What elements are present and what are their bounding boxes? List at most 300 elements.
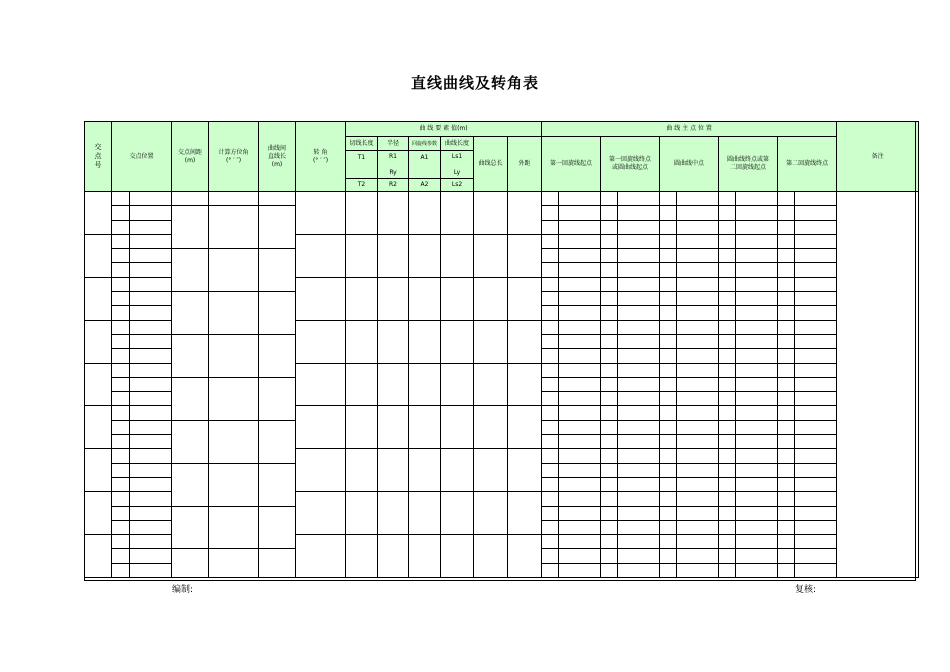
- point-5-label-cell[interactable]: [778, 334, 795, 348]
- point-4-label-cell[interactable]: [719, 549, 736, 563]
- point-2-label-cell[interactable]: [601, 292, 618, 306]
- point-4-value-cell[interactable]: [736, 277, 778, 291]
- jd-position-value-cell[interactable]: [130, 535, 172, 549]
- jd-position-value-cell[interactable]: [130, 277, 172, 291]
- jd-position-label-cell[interactable]: [112, 549, 130, 563]
- jd-position-value-cell[interactable]: [130, 263, 172, 277]
- point-1-value-cell[interactable]: [559, 520, 601, 534]
- point-3-label-cell[interactable]: [660, 392, 677, 406]
- point-4-value-cell[interactable]: [736, 406, 778, 420]
- point-5-label-cell[interactable]: [778, 277, 795, 291]
- point-3-value-cell[interactable]: [677, 306, 719, 320]
- point-1-label-cell[interactable]: [542, 435, 559, 449]
- point-5-value-cell[interactable]: [795, 506, 837, 520]
- point-4-value-cell[interactable]: [736, 220, 778, 234]
- point-1-label-cell[interactable]: [542, 477, 559, 491]
- point-3-value-cell[interactable]: [677, 392, 719, 406]
- turn-angle-cell[interactable]: [296, 320, 346, 363]
- point-5-label-cell[interactable]: [778, 449, 795, 463]
- azimuth-cell[interactable]: [209, 377, 259, 420]
- point-2-value-cell[interactable]: [618, 249, 660, 263]
- jd-position-label-cell[interactable]: [112, 435, 130, 449]
- point-2-value-cell[interactable]: [618, 449, 660, 463]
- point-2-label-cell[interactable]: [601, 220, 618, 234]
- point-1-value-cell[interactable]: [559, 192, 601, 206]
- point-1-label-cell[interactable]: [542, 420, 559, 434]
- point-2-value-cell[interactable]: [618, 506, 660, 520]
- jd-position-label-cell[interactable]: [112, 292, 130, 306]
- point-5-label-cell[interactable]: [778, 349, 795, 363]
- jd-position-value-cell[interactable]: [130, 435, 172, 449]
- point-3-label-cell[interactable]: [660, 234, 677, 248]
- point-2-label-cell[interactable]: [601, 363, 618, 377]
- jd-position-value-cell[interactable]: [130, 349, 172, 363]
- point-3-label-cell[interactable]: [660, 563, 677, 577]
- point-1-label-cell[interactable]: [542, 406, 559, 420]
- point-3-value-cell[interactable]: [677, 563, 719, 577]
- point-3-value-cell[interactable]: [677, 477, 719, 491]
- point-4-value-cell[interactable]: [736, 506, 778, 520]
- point-2-value-cell[interactable]: [618, 334, 660, 348]
- point-1-value-cell[interactable]: [559, 292, 601, 306]
- point-5-value-cell[interactable]: [795, 563, 837, 577]
- jd-position-label-cell[interactable]: [112, 420, 130, 434]
- point-2-value-cell[interactable]: [618, 463, 660, 477]
- point-2-value-cell[interactable]: [618, 549, 660, 563]
- turn-angle-cell[interactable]: [296, 277, 346, 320]
- turn-angle-cell[interactable]: [296, 234, 346, 277]
- external-cell[interactable]: [508, 406, 542, 449]
- point-2-value-cell[interactable]: [618, 349, 660, 363]
- point-2-value-cell[interactable]: [618, 563, 660, 577]
- azimuth-cell[interactable]: [209, 506, 259, 549]
- point-3-value-cell[interactable]: [677, 363, 719, 377]
- point-5-value-cell[interactable]: [795, 535, 837, 549]
- point-5-label-cell[interactable]: [778, 492, 795, 506]
- point-2-value-cell[interactable]: [618, 392, 660, 406]
- point-2-value-cell[interactable]: [618, 535, 660, 549]
- total-length-cell[interactable]: [474, 449, 508, 492]
- tangent-cell[interactable]: [346, 192, 378, 235]
- point-1-label-cell[interactable]: [542, 563, 559, 577]
- point-3-value-cell[interactable]: [677, 249, 719, 263]
- point-1-label-cell[interactable]: [542, 377, 559, 391]
- total-length-cell[interactable]: [474, 492, 508, 535]
- point-4-label-cell[interactable]: [719, 506, 736, 520]
- point-2-label-cell[interactable]: [601, 492, 618, 506]
- point-3-value-cell[interactable]: [677, 234, 719, 248]
- jd-position-label-cell[interactable]: [112, 506, 130, 520]
- point-4-label-cell[interactable]: [719, 320, 736, 334]
- curve-length-cell[interactable]: [441, 192, 474, 235]
- azimuth-cell[interactable]: [209, 549, 259, 578]
- point-4-value-cell[interactable]: [736, 249, 778, 263]
- point-3-value-cell[interactable]: [677, 220, 719, 234]
- point-3-value-cell[interactable]: [677, 320, 719, 334]
- jd-position-label-cell[interactable]: [112, 520, 130, 534]
- point-1-value-cell[interactable]: [559, 463, 601, 477]
- jd-spacing-cell[interactable]: [172, 463, 209, 506]
- jd-spacing-cell[interactable]: [172, 549, 209, 578]
- point-1-value-cell[interactable]: [559, 220, 601, 234]
- spiral-param-cell[interactable]: [409, 277, 441, 320]
- point-4-label-cell[interactable]: [719, 292, 736, 306]
- point-4-value-cell[interactable]: [736, 420, 778, 434]
- external-cell[interactable]: [508, 363, 542, 406]
- point-1-value-cell[interactable]: [559, 477, 601, 491]
- point-4-label-cell[interactable]: [719, 563, 736, 577]
- curve-length-cell[interactable]: [441, 363, 474, 406]
- point-5-value-cell[interactable]: [795, 549, 837, 563]
- radius-cell[interactable]: [378, 449, 409, 492]
- point-1-value-cell[interactable]: [559, 363, 601, 377]
- point-4-label-cell[interactable]: [719, 206, 736, 220]
- jd-position-value-cell[interactable]: [130, 549, 172, 563]
- point-2-value-cell[interactable]: [618, 520, 660, 534]
- jd-position-value-cell[interactable]: [130, 220, 172, 234]
- point-1-value-cell[interactable]: [559, 449, 601, 463]
- point-1-value-cell[interactable]: [559, 249, 601, 263]
- jd-position-label-cell[interactable]: [112, 192, 130, 206]
- tangent-cell[interactable]: [346, 492, 378, 535]
- point-1-value-cell[interactable]: [559, 263, 601, 277]
- external-cell[interactable]: [508, 277, 542, 320]
- point-4-value-cell[interactable]: [736, 449, 778, 463]
- point-2-value-cell[interactable]: [618, 377, 660, 391]
- point-1-label-cell[interactable]: [542, 349, 559, 363]
- point-3-label-cell[interactable]: [660, 220, 677, 234]
- point-3-label-cell[interactable]: [660, 463, 677, 477]
- point-3-label-cell[interactable]: [660, 377, 677, 391]
- point-5-value-cell[interactable]: [795, 349, 837, 363]
- point-4-value-cell[interactable]: [736, 292, 778, 306]
- jd-position-value-cell[interactable]: [130, 234, 172, 248]
- point-1-value-cell[interactable]: [559, 535, 601, 549]
- azimuth-cell[interactable]: [209, 334, 259, 377]
- jd-position-label-cell[interactable]: [112, 492, 130, 506]
- point-3-label-cell[interactable]: [660, 263, 677, 277]
- total-length-cell[interactable]: [474, 406, 508, 449]
- point-5-value-cell[interactable]: [795, 320, 837, 334]
- point-4-label-cell[interactable]: [719, 192, 736, 206]
- jd-position-label-cell[interactable]: [112, 463, 130, 477]
- azimuth-cell[interactable]: [209, 192, 259, 206]
- point-3-value-cell[interactable]: [677, 292, 719, 306]
- point-5-label-cell[interactable]: [778, 249, 795, 263]
- point-1-value-cell[interactable]: [559, 563, 601, 577]
- point-3-label-cell[interactable]: [660, 449, 677, 463]
- point-2-value-cell[interactable]: [618, 435, 660, 449]
- point-3-value-cell[interactable]: [677, 435, 719, 449]
- radius-cell[interactable]: [378, 363, 409, 406]
- point-1-label-cell[interactable]: [542, 549, 559, 563]
- jd-position-label-cell[interactable]: [112, 263, 130, 277]
- point-1-label-cell[interactable]: [542, 220, 559, 234]
- point-2-value-cell[interactable]: [618, 306, 660, 320]
- point-4-value-cell[interactable]: [736, 535, 778, 549]
- point-4-value-cell[interactable]: [736, 192, 778, 206]
- point-2-label-cell[interactable]: [601, 206, 618, 220]
- point-5-value-cell[interactable]: [795, 292, 837, 306]
- turn-angle-cell[interactable]: [296, 406, 346, 449]
- curve-length-cell[interactable]: [441, 449, 474, 492]
- jd-no-cell[interactable]: [85, 535, 112, 578]
- point-1-value-cell[interactable]: [559, 392, 601, 406]
- point-2-value-cell[interactable]: [618, 292, 660, 306]
- jd-no-cell[interactable]: [85, 492, 112, 535]
- point-2-value-cell[interactable]: [618, 206, 660, 220]
- curve-length-cell[interactable]: [441, 535, 474, 578]
- spiral-param-cell[interactable]: [409, 449, 441, 492]
- radius-cell[interactable]: [378, 535, 409, 578]
- point-2-value-cell[interactable]: [618, 420, 660, 434]
- point-5-value-cell[interactable]: [795, 477, 837, 491]
- curve-length-cell[interactable]: [441, 320, 474, 363]
- tangent-cell[interactable]: [346, 535, 378, 578]
- point-4-label-cell[interactable]: [719, 492, 736, 506]
- point-1-value-cell[interactable]: [559, 234, 601, 248]
- point-5-value-cell[interactable]: [795, 492, 837, 506]
- point-2-value-cell[interactable]: [618, 234, 660, 248]
- point-3-value-cell[interactable]: [677, 420, 719, 434]
- point-4-value-cell[interactable]: [736, 392, 778, 406]
- point-4-label-cell[interactable]: [719, 377, 736, 391]
- jd-spacing-cell[interactable]: [172, 377, 209, 420]
- point-2-label-cell[interactable]: [601, 463, 618, 477]
- point-5-value-cell[interactable]: [795, 377, 837, 391]
- point-5-value-cell[interactable]: [795, 334, 837, 348]
- point-3-label-cell[interactable]: [660, 277, 677, 291]
- point-4-label-cell[interactable]: [719, 249, 736, 263]
- point-3-value-cell[interactable]: [677, 277, 719, 291]
- point-1-label-cell[interactable]: [542, 506, 559, 520]
- point-2-label-cell[interactable]: [601, 449, 618, 463]
- tangent-cell[interactable]: [346, 406, 378, 449]
- point-2-value-cell[interactable]: [618, 477, 660, 491]
- straight-length-cell[interactable]: [259, 377, 296, 420]
- point-3-label-cell[interactable]: [660, 320, 677, 334]
- point-2-label-cell[interactable]: [601, 563, 618, 577]
- point-4-label-cell[interactable]: [719, 406, 736, 420]
- point-1-value-cell[interactable]: [559, 277, 601, 291]
- point-2-label-cell[interactable]: [601, 349, 618, 363]
- jd-position-value-cell[interactable]: [130, 420, 172, 434]
- point-4-label-cell[interactable]: [719, 363, 736, 377]
- point-4-label-cell[interactable]: [719, 420, 736, 434]
- point-1-label-cell[interactable]: [542, 320, 559, 334]
- jd-spacing-cell[interactable]: [172, 249, 209, 292]
- point-5-value-cell[interactable]: [795, 249, 837, 263]
- point-1-label-cell[interactable]: [542, 463, 559, 477]
- point-1-label-cell[interactable]: [542, 363, 559, 377]
- jd-position-label-cell[interactable]: [112, 334, 130, 348]
- jd-position-label-cell[interactable]: [112, 349, 130, 363]
- jd-position-label-cell[interactable]: [112, 363, 130, 377]
- point-2-label-cell[interactable]: [601, 334, 618, 348]
- point-5-label-cell[interactable]: [778, 520, 795, 534]
- point-1-label-cell[interactable]: [542, 249, 559, 263]
- point-4-label-cell[interactable]: [719, 520, 736, 534]
- point-4-label-cell[interactable]: [719, 435, 736, 449]
- external-cell[interactable]: [508, 492, 542, 535]
- point-5-label-cell[interactable]: [778, 363, 795, 377]
- point-2-label-cell[interactable]: [601, 234, 618, 248]
- spiral-param-cell[interactable]: [409, 192, 441, 235]
- point-4-label-cell[interactable]: [719, 263, 736, 277]
- straight-length-cell[interactable]: [259, 334, 296, 377]
- point-3-label-cell[interactable]: [660, 349, 677, 363]
- external-cell[interactable]: [508, 449, 542, 492]
- point-2-value-cell[interactable]: [618, 320, 660, 334]
- turn-angle-cell[interactable]: [296, 192, 346, 235]
- point-2-value-cell[interactable]: [618, 263, 660, 277]
- point-3-label-cell[interactable]: [660, 492, 677, 506]
- jd-position-value-cell[interactable]: [130, 406, 172, 420]
- point-5-value-cell[interactable]: [795, 406, 837, 420]
- point-5-label-cell[interactable]: [778, 406, 795, 420]
- point-2-label-cell[interactable]: [601, 477, 618, 491]
- jd-position-value-cell[interactable]: [130, 334, 172, 348]
- point-5-label-cell[interactable]: [778, 392, 795, 406]
- tangent-cell[interactable]: [346, 320, 378, 363]
- point-3-value-cell[interactable]: [677, 349, 719, 363]
- point-5-label-cell[interactable]: [778, 306, 795, 320]
- point-4-label-cell[interactable]: [719, 477, 736, 491]
- curve-length-cell[interactable]: [441, 277, 474, 320]
- point-2-value-cell[interactable]: [618, 363, 660, 377]
- spiral-param-cell[interactable]: [409, 363, 441, 406]
- point-5-label-cell[interactable]: [778, 234, 795, 248]
- point-4-value-cell[interactable]: [736, 363, 778, 377]
- radius-cell[interactable]: [378, 277, 409, 320]
- jd-position-value-cell[interactable]: [130, 206, 172, 220]
- point-5-value-cell[interactable]: [795, 220, 837, 234]
- point-2-value-cell[interactable]: [618, 192, 660, 206]
- point-5-label-cell[interactable]: [778, 192, 795, 206]
- point-1-label-cell[interactable]: [542, 192, 559, 206]
- jd-position-value-cell[interactable]: [130, 392, 172, 406]
- straight-length-cell[interactable]: [259, 249, 296, 292]
- point-5-label-cell[interactable]: [778, 477, 795, 491]
- jd-spacing-cell[interactable]: [172, 192, 209, 206]
- turn-angle-cell[interactable]: [296, 492, 346, 535]
- point-5-label-cell[interactable]: [778, 377, 795, 391]
- point-3-label-cell[interactable]: [660, 535, 677, 549]
- point-4-value-cell[interactable]: [736, 320, 778, 334]
- point-3-label-cell[interactable]: [660, 306, 677, 320]
- point-5-value-cell[interactable]: [795, 234, 837, 248]
- point-4-value-cell[interactable]: [736, 520, 778, 534]
- point-4-value-cell[interactable]: [736, 563, 778, 577]
- point-5-label-cell[interactable]: [778, 535, 795, 549]
- jd-position-label-cell[interactable]: [112, 449, 130, 463]
- total-length-cell[interactable]: [474, 192, 508, 235]
- point-5-label-cell[interactable]: [778, 549, 795, 563]
- point-3-value-cell[interactable]: [677, 449, 719, 463]
- straight-length-cell[interactable]: [259, 192, 296, 206]
- jd-no-cell[interactable]: [85, 449, 112, 492]
- jd-position-label-cell[interactable]: [112, 320, 130, 334]
- point-4-label-cell[interactable]: [719, 334, 736, 348]
- point-5-label-cell[interactable]: [778, 292, 795, 306]
- jd-position-value-cell[interactable]: [130, 477, 172, 491]
- total-length-cell[interactable]: [474, 535, 508, 578]
- jd-position-label-cell[interactable]: [112, 392, 130, 406]
- point-3-value-cell[interactable]: [677, 535, 719, 549]
- point-3-value-cell[interactable]: [677, 377, 719, 391]
- jd-position-label-cell[interactable]: [112, 220, 130, 234]
- straight-length-cell[interactable]: [259, 463, 296, 506]
- total-length-cell[interactable]: [474, 363, 508, 406]
- turn-angle-cell[interactable]: [296, 363, 346, 406]
- straight-length-cell[interactable]: [259, 549, 296, 578]
- jd-position-value-cell[interactable]: [130, 320, 172, 334]
- total-length-cell[interactable]: [474, 277, 508, 320]
- point-3-label-cell[interactable]: [660, 206, 677, 220]
- point-4-value-cell[interactable]: [736, 263, 778, 277]
- tangent-cell[interactable]: [346, 277, 378, 320]
- point-4-value-cell[interactable]: [736, 349, 778, 363]
- point-4-label-cell[interactable]: [719, 277, 736, 291]
- point-3-label-cell[interactable]: [660, 549, 677, 563]
- point-5-value-cell[interactable]: [795, 392, 837, 406]
- point-3-label-cell[interactable]: [660, 477, 677, 491]
- point-4-label-cell[interactable]: [719, 234, 736, 248]
- point-5-value-cell[interactable]: [795, 420, 837, 434]
- point-3-value-cell[interactable]: [677, 206, 719, 220]
- radius-cell[interactable]: [378, 192, 409, 235]
- point-1-label-cell[interactable]: [542, 535, 559, 549]
- tangent-cell[interactable]: [346, 363, 378, 406]
- point-4-value-cell[interactable]: [736, 306, 778, 320]
- spiral-param-cell[interactable]: [409, 234, 441, 277]
- point-5-label-cell[interactable]: [778, 435, 795, 449]
- point-5-value-cell[interactable]: [795, 206, 837, 220]
- point-1-value-cell[interactable]: [559, 377, 601, 391]
- point-3-label-cell[interactable]: [660, 192, 677, 206]
- jd-position-value-cell[interactable]: [130, 520, 172, 534]
- point-1-label-cell[interactable]: [542, 492, 559, 506]
- point-1-label-cell[interactable]: [542, 234, 559, 248]
- point-5-value-cell[interactable]: [795, 435, 837, 449]
- radius-cell[interactable]: [378, 234, 409, 277]
- point-3-label-cell[interactable]: [660, 292, 677, 306]
- point-2-label-cell[interactable]: [601, 520, 618, 534]
- tangent-cell[interactable]: [346, 449, 378, 492]
- point-1-value-cell[interactable]: [559, 435, 601, 449]
- point-1-value-cell[interactable]: [559, 420, 601, 434]
- point-5-label-cell[interactable]: [778, 463, 795, 477]
- azimuth-cell[interactable]: [209, 420, 259, 463]
- jd-spacing-cell[interactable]: [172, 506, 209, 549]
- point-2-label-cell[interactable]: [601, 249, 618, 263]
- external-cell[interactable]: [508, 535, 542, 578]
- point-3-label-cell[interactable]: [660, 334, 677, 348]
- point-3-label-cell[interactable]: [660, 520, 677, 534]
- total-length-cell[interactable]: [474, 234, 508, 277]
- point-1-label-cell[interactable]: [542, 392, 559, 406]
- point-5-value-cell[interactable]: [795, 463, 837, 477]
- jd-position-value-cell[interactable]: [130, 292, 172, 306]
- point-2-label-cell[interactable]: [601, 320, 618, 334]
- jd-position-value-cell[interactable]: [130, 363, 172, 377]
- point-2-label-cell[interactable]: [601, 420, 618, 434]
- jd-position-value-cell[interactable]: [130, 192, 172, 206]
- point-4-value-cell[interactable]: [736, 377, 778, 391]
- turn-angle-cell[interactable]: [296, 535, 346, 578]
- point-1-label-cell[interactable]: [542, 334, 559, 348]
- point-4-value-cell[interactable]: [736, 463, 778, 477]
